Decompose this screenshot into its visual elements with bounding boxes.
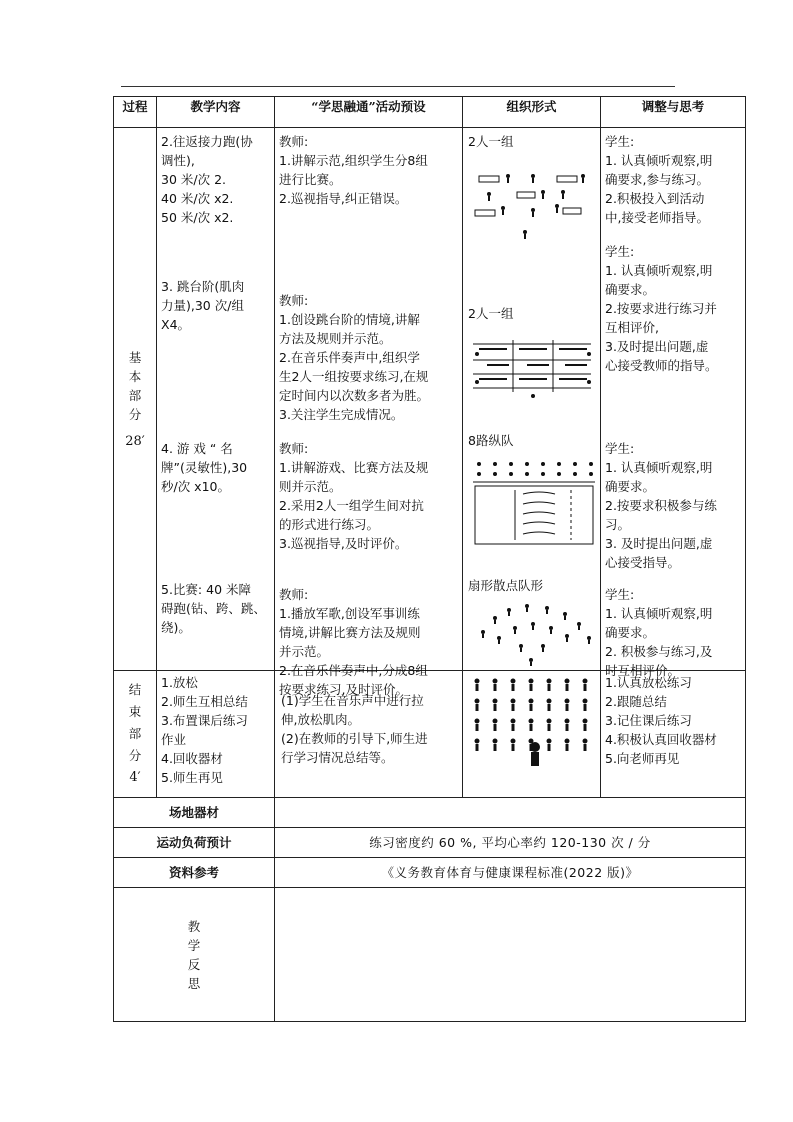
student-marker [529,719,534,724]
student-marker-body [494,724,497,731]
step-jump-diagram [469,336,595,402]
page-top-rule [121,86,675,87]
student-marker [565,699,570,704]
student-marker [511,679,516,684]
student-marker-body [494,684,497,691]
teaching-reflection-label: 教 学 反 思 [114,888,275,1022]
activity-block-4: 教师: 1.播放军歌,创设军事训练 情境,讲解比赛方法及规则 并示范。 2.在音乐伴奏声中,分成8组 按要求练习,及时评价。 [279,587,428,697]
reflection-block-2: 学生: 1. 认真倾听观察,明 确要求。 2.按要求进行练习并 互相评价, 3.及时提出问题,虚 心接受教师的指导。 [605,244,718,373]
student-marker [547,719,552,724]
student-marker [511,739,516,744]
ending-content-cell: 1.放松 2.师生互相总结 3.布置课后练习 作业 4.回收器材 5.师生再见 [157,671,275,798]
load-value: 练习密度约 60 %, 平均心率约 120-130 次 / 分 [275,828,746,858]
student-marker-body [530,684,533,691]
ending-organization-cell [463,671,601,798]
student-marker [583,699,588,704]
header-process: 过程 [114,97,157,128]
content-block-3: 4. 游 戏 “ 名 牌”(灵敏性),30 秒/次 x10。 [161,441,248,494]
student-marker [583,679,588,684]
relay-formation-diagram [471,162,591,282]
fan-scatter-diagram [469,598,597,668]
student-marker [493,739,498,744]
student-marker-body [476,704,479,711]
student-marker [511,719,516,724]
basic-section-row [114,128,746,671]
student-marker-body [548,724,551,731]
student-marker [529,679,534,684]
student-marker-body [512,704,515,711]
student-marker-body [584,704,587,711]
student-marker-body [494,704,497,711]
reflection-block-3: 学生: 1. 认真倾听观察,明 确要求。 2.按要求积极参与练 习。 3. 及时提出问题,虚 心接受指导。 [605,441,717,570]
org-title-3: 8路纵队 [468,433,514,448]
basic-reflection-cell [601,128,746,678]
basic-section-label: 基 本 部 分 28′ [114,128,157,671]
student-marker-body [494,744,497,751]
teaching-reflection-row [114,888,746,1022]
activity-block-3: 教师: 1.讲解游戏、比赛方法及规 则并示范。 2.采用2人一组学生间对抗 的形式进行练习。 3.巡视指导,及时评价。 [279,441,429,551]
student-marker-body [566,704,569,711]
header-content: 教学内容 [157,97,275,128]
table-header-row [114,97,746,128]
student-marker [529,699,534,704]
reference-label: 资料参考 [114,858,275,888]
content-block-1: 2.往返接力跑(协 调性), 30 米/次 2. 40 米/次 x2. 50 米/次 x2. [161,134,253,225]
teaching-reflection-value [275,888,746,1022]
student-marker-body [512,724,515,731]
ending-formation-diagram [469,675,597,775]
student-marker-body [584,724,587,731]
student-marker [475,719,480,724]
student-marker-body [566,724,569,731]
reflection-block-1: 学生: 1. 认真倾听观察,明 确要求,参与练习。 2.积极投入到活动 中,接受老师指导。 [605,134,713,225]
student-marker [493,699,498,704]
student-marker [475,739,480,744]
reflection-block-4: 学生: 1. 认真倾听观察,明 确要求。 2. 积极参与练习,及 时互相评价。 [605,587,713,678]
load-label: 运动负荷预计 [114,828,275,858]
reference-row [114,858,746,888]
student-marker [547,699,552,704]
basic-activity-cell [275,128,463,697]
student-marker [547,679,552,684]
ending-section-label: 结 束 部 分 4′ [114,671,157,798]
student-marker-body [476,744,479,751]
venue-row [114,798,746,828]
ending-reflection-cell: 1.认真放松练习 2.跟随总结 3.记住课后练习 4.积极认真回收器材 5.向老师再见 [601,671,746,798]
header-organization: 组织形式 [463,97,601,128]
lesson-plan-table [113,96,746,1022]
load-row [114,828,746,858]
student-marker-body [584,744,587,751]
student-marker [565,719,570,724]
reference-value: 《义务教育体育与健康课程标准(2022 版)》 [275,858,746,888]
ending-activity-cell: (1)学生在音乐声中进行拉 伸,放松肌肉。 (2)在教师的引导下,师生进 行学习情况总结等。 [275,671,463,798]
venue-value [275,798,746,828]
student-marker [493,679,498,684]
student-marker-body [566,744,569,751]
org-title-2: 2人一组 [468,306,514,321]
content-block-4: 5.比赛: 40 米障 碍跑(钻、跨、跳、 绕)。 [161,582,266,635]
student-marker-body [512,684,515,691]
eight-column-diagram [471,458,597,548]
venue-label: 场地器材 [114,798,275,828]
student-marker-body [476,724,479,731]
student-marker [583,719,588,724]
student-marker-body [584,684,587,691]
student-marker [511,699,516,704]
student-marker [493,719,498,724]
student-marker-body [530,704,533,711]
student-marker-body [476,684,479,691]
header-adjustment: 调整与思考 [601,97,746,128]
org-title-1: 2人一组 [468,134,514,149]
student-marker [565,739,570,744]
header-activity: “学思融通”活动预设 [275,97,463,128]
student-marker-body [512,744,515,751]
activity-block-1: 教师: 1.讲解示范,组织学生分8组 进行比赛。 2.巡视指导,纠正错误。 [279,134,428,206]
content-block-2: 3. 跳台阶(肌肉 力量),30 次/组 X4。 [161,279,245,332]
student-marker [565,679,570,684]
student-marker-body [566,684,569,691]
student-marker-body [530,724,533,731]
student-marker-body [548,744,551,751]
basic-content-cell [157,128,275,671]
student-marker [547,739,552,744]
student-marker-body [548,684,551,691]
student-marker [583,739,588,744]
basic-organization-cell [463,128,601,671]
student-marker-body [548,704,551,711]
activity-block-2: 教师: 1.创设跳台阶的情境,讲解 方法及规则并示范。 2.在音乐伴奏声中,组织学 生2人一组按要求练习,在规 定时间内以次数多者为胜。 3.关注学生完成情况。 [279,293,430,422]
student-marker [475,679,480,684]
org-title-4: 扇形散点队形 [468,578,544,593]
student-marker [475,699,480,704]
